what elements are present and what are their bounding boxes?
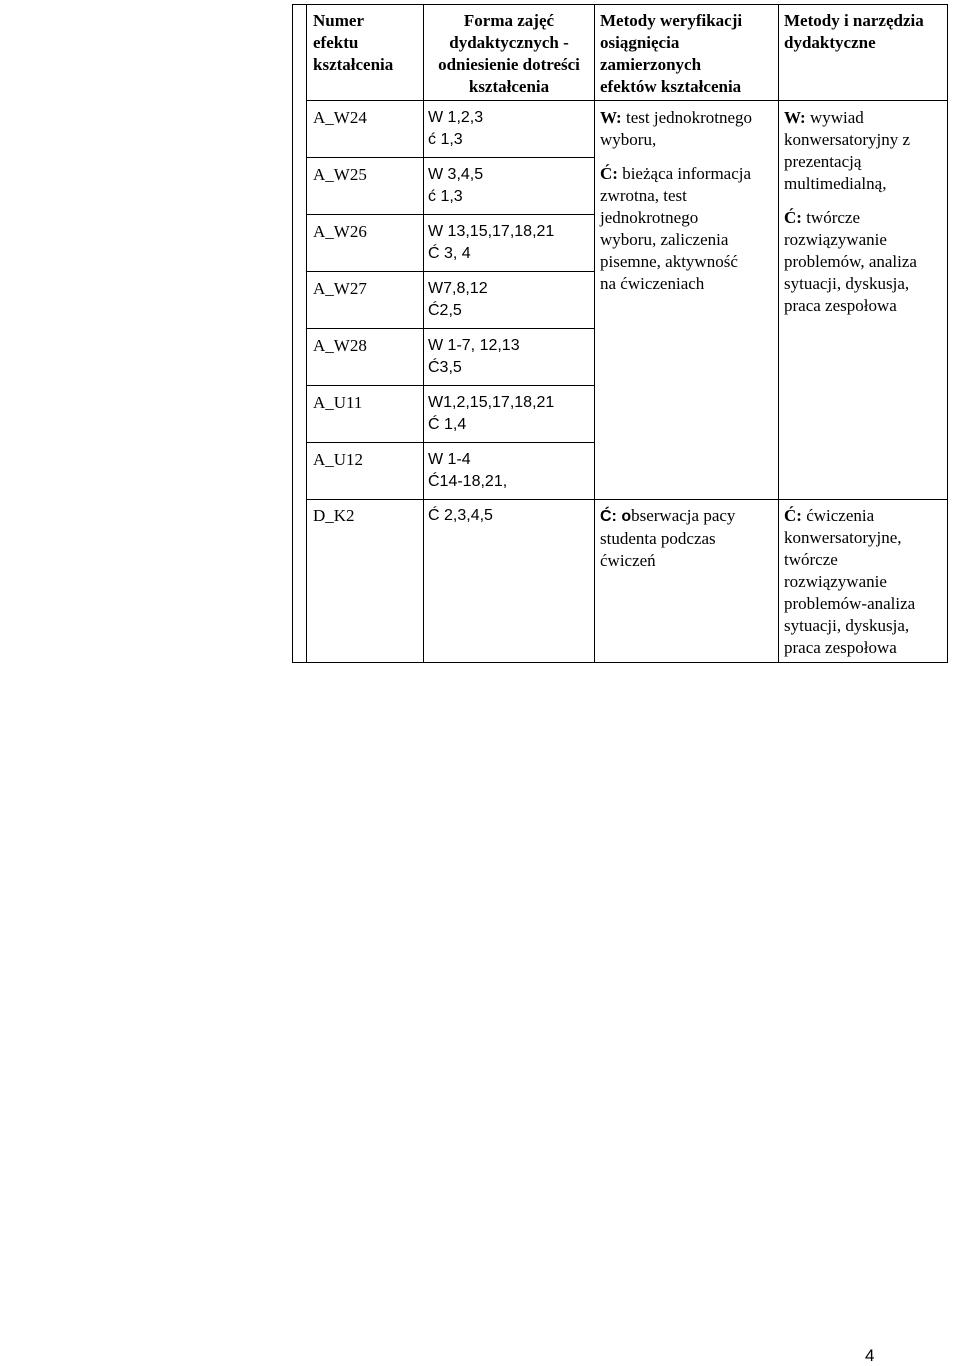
c-text: sytuacji, dyskusja,	[784, 616, 910, 635]
c-text: jednokrotnego	[600, 208, 699, 227]
table-left-outer-border	[292, 4, 293, 662]
forma-line: W 1-4	[428, 451, 471, 468]
header-line: odniesienie dotreści	[438, 55, 580, 74]
c-text: konwersatoryjne,	[784, 528, 902, 547]
row-forma-a-u12	[428, 449, 507, 493]
row-divider-2	[306, 214, 594, 215]
weryfikacja-w-line	[600, 107, 776, 129]
header-forma-zajec	[424, 10, 594, 98]
row-divider-7	[306, 499, 947, 500]
header-line: kształcenia	[468, 77, 550, 96]
header-numer-efektu	[313, 10, 421, 76]
row-forma-a-w27	[428, 278, 488, 322]
c-text: praca zespołowa	[784, 638, 897, 657]
page-number: 4	[865, 1346, 875, 1365]
row-divider-3	[306, 271, 594, 272]
header-metody-weryfikacji	[600, 10, 776, 98]
header-line: dydaktyczne	[784, 33, 876, 52]
metody-dk2-line	[784, 505, 946, 527]
c-text: studenta podczas	[600, 529, 716, 548]
row-code-a-u11: A_U11	[313, 393, 363, 412]
w-text: wywiad	[805, 108, 864, 127]
c-text: rozwiązywanie	[784, 230, 887, 249]
c-text: ćwiczeń	[600, 551, 656, 570]
forma-line: W 1-7, 12,13	[428, 337, 520, 354]
header-line: dydaktycznych -	[449, 33, 569, 52]
forma-line: Ć3,5	[428, 359, 462, 376]
row-code-a-w25: A_W25	[313, 165, 367, 184]
c-text: problemów-analiza	[784, 594, 916, 613]
weryfikacja-c-line	[600, 163, 776, 185]
row-forma-a-u11	[428, 392, 554, 436]
row-code-a-w24: A_W24	[313, 108, 367, 127]
c-label: Ć:	[784, 208, 802, 227]
row-divider-4	[306, 328, 594, 329]
metody-c-line	[784, 207, 946, 229]
c-text: praca zespołowa	[784, 296, 897, 315]
header-line: Numer	[313, 11, 364, 30]
row-divider-1	[306, 157, 594, 158]
row-code-a-u12: A_U12	[313, 450, 364, 469]
c-text: bserwacja pacy	[631, 506, 736, 525]
w-text: test jednokrotnego	[621, 108, 753, 127]
c-label: Ć: o	[600, 508, 632, 525]
row-code-d-k2: D_K2	[313, 506, 355, 525]
c-text: sytuacji, dyskusja,	[784, 274, 910, 293]
row-divider-5	[306, 385, 594, 386]
forma-line: W 3,4,5	[428, 166, 484, 183]
row-forma-a-w24	[428, 107, 483, 151]
spacer	[784, 195, 946, 207]
forma-line: Ć 1,4	[428, 416, 467, 433]
table-right-border	[947, 4, 948, 662]
spacer	[600, 151, 776, 163]
forma-line: W1,2,15,17,18,21	[428, 394, 555, 411]
row-forma-d-k2: Ć 2,3,4,5	[428, 507, 493, 524]
row-code-a-w27: A_W27	[313, 279, 367, 298]
header-line: Metody i narzędzia	[784, 11, 924, 30]
c-text: ćwiczenia	[801, 506, 875, 525]
c-text: rozwiązywanie	[784, 572, 887, 591]
forma-line: ć 1,3	[428, 131, 463, 148]
table-bottom-border	[292, 662, 948, 663]
weryfikacja-group-1	[600, 107, 776, 295]
metody-d-k2	[784, 505, 946, 659]
table-col-divider-3	[778, 4, 779, 662]
c-text: pisemne, aktywność	[600, 252, 738, 271]
c-text: problemów, analiza	[784, 252, 917, 271]
w-text: multimedialną,	[784, 174, 887, 193]
row-divider-6	[306, 442, 594, 443]
c-text: zwrotna, test	[600, 186, 687, 205]
c-text: twórcze	[801, 208, 861, 227]
row-forma-a-w28	[428, 335, 520, 379]
c-label: Ć:	[600, 164, 618, 183]
w-text: prezentacją	[784, 152, 862, 171]
header-line: Forma zajęć	[463, 11, 555, 30]
table-left-inner-border	[306, 4, 307, 662]
forma-line: W 13,15,17,18,21	[428, 223, 555, 240]
weryfikacja-d-k2	[600, 505, 776, 572]
c-text: bieżąca informacja	[617, 164, 752, 183]
header-line: osiągnięcia	[600, 33, 680, 52]
header-divider	[306, 100, 947, 101]
header-line: Metody weryfikacji	[600, 11, 743, 30]
weryfikacja-dk2-line	[600, 505, 776, 528]
metody-group-1	[784, 107, 946, 317]
row-code-a-w28: A_W28	[313, 336, 367, 355]
w-label: W:	[784, 108, 806, 127]
row-forma-a-w26	[428, 221, 554, 265]
row-forma-a-w25	[428, 164, 483, 208]
w-text: wyboru,	[600, 130, 657, 149]
c-text: na ćwiczeniach	[600, 274, 705, 293]
header-line: efektów kształcenia	[600, 77, 742, 96]
c-text: wyboru, zaliczenia	[600, 230, 729, 249]
row-code-a-w26: A_W26	[313, 222, 367, 241]
header-line: zamierzonych	[600, 55, 702, 74]
forma-line: ć 1,3	[428, 188, 463, 205]
c-text: twórcze	[784, 550, 838, 569]
metody-w-line	[784, 107, 946, 129]
forma-line: Ć2,5	[428, 302, 462, 319]
forma-line: Ć14-18,21,	[428, 473, 508, 490]
header-line: kształcenia	[313, 55, 394, 74]
w-label: W:	[600, 108, 622, 127]
table-col-divider-2	[594, 4, 595, 662]
forma-line: W7,8,12	[428, 280, 488, 297]
forma-line: Ć 3, 4	[428, 245, 471, 262]
table-col-divider-1	[423, 4, 424, 662]
header-line: efektu	[313, 33, 359, 52]
c-label: Ć:	[784, 506, 802, 525]
forma-line: W 1,2,3	[428, 109, 484, 126]
w-text: konwersatoryjny z	[784, 130, 911, 149]
header-metody-narzedzia	[784, 10, 946, 54]
table-top-border	[292, 4, 948, 5]
